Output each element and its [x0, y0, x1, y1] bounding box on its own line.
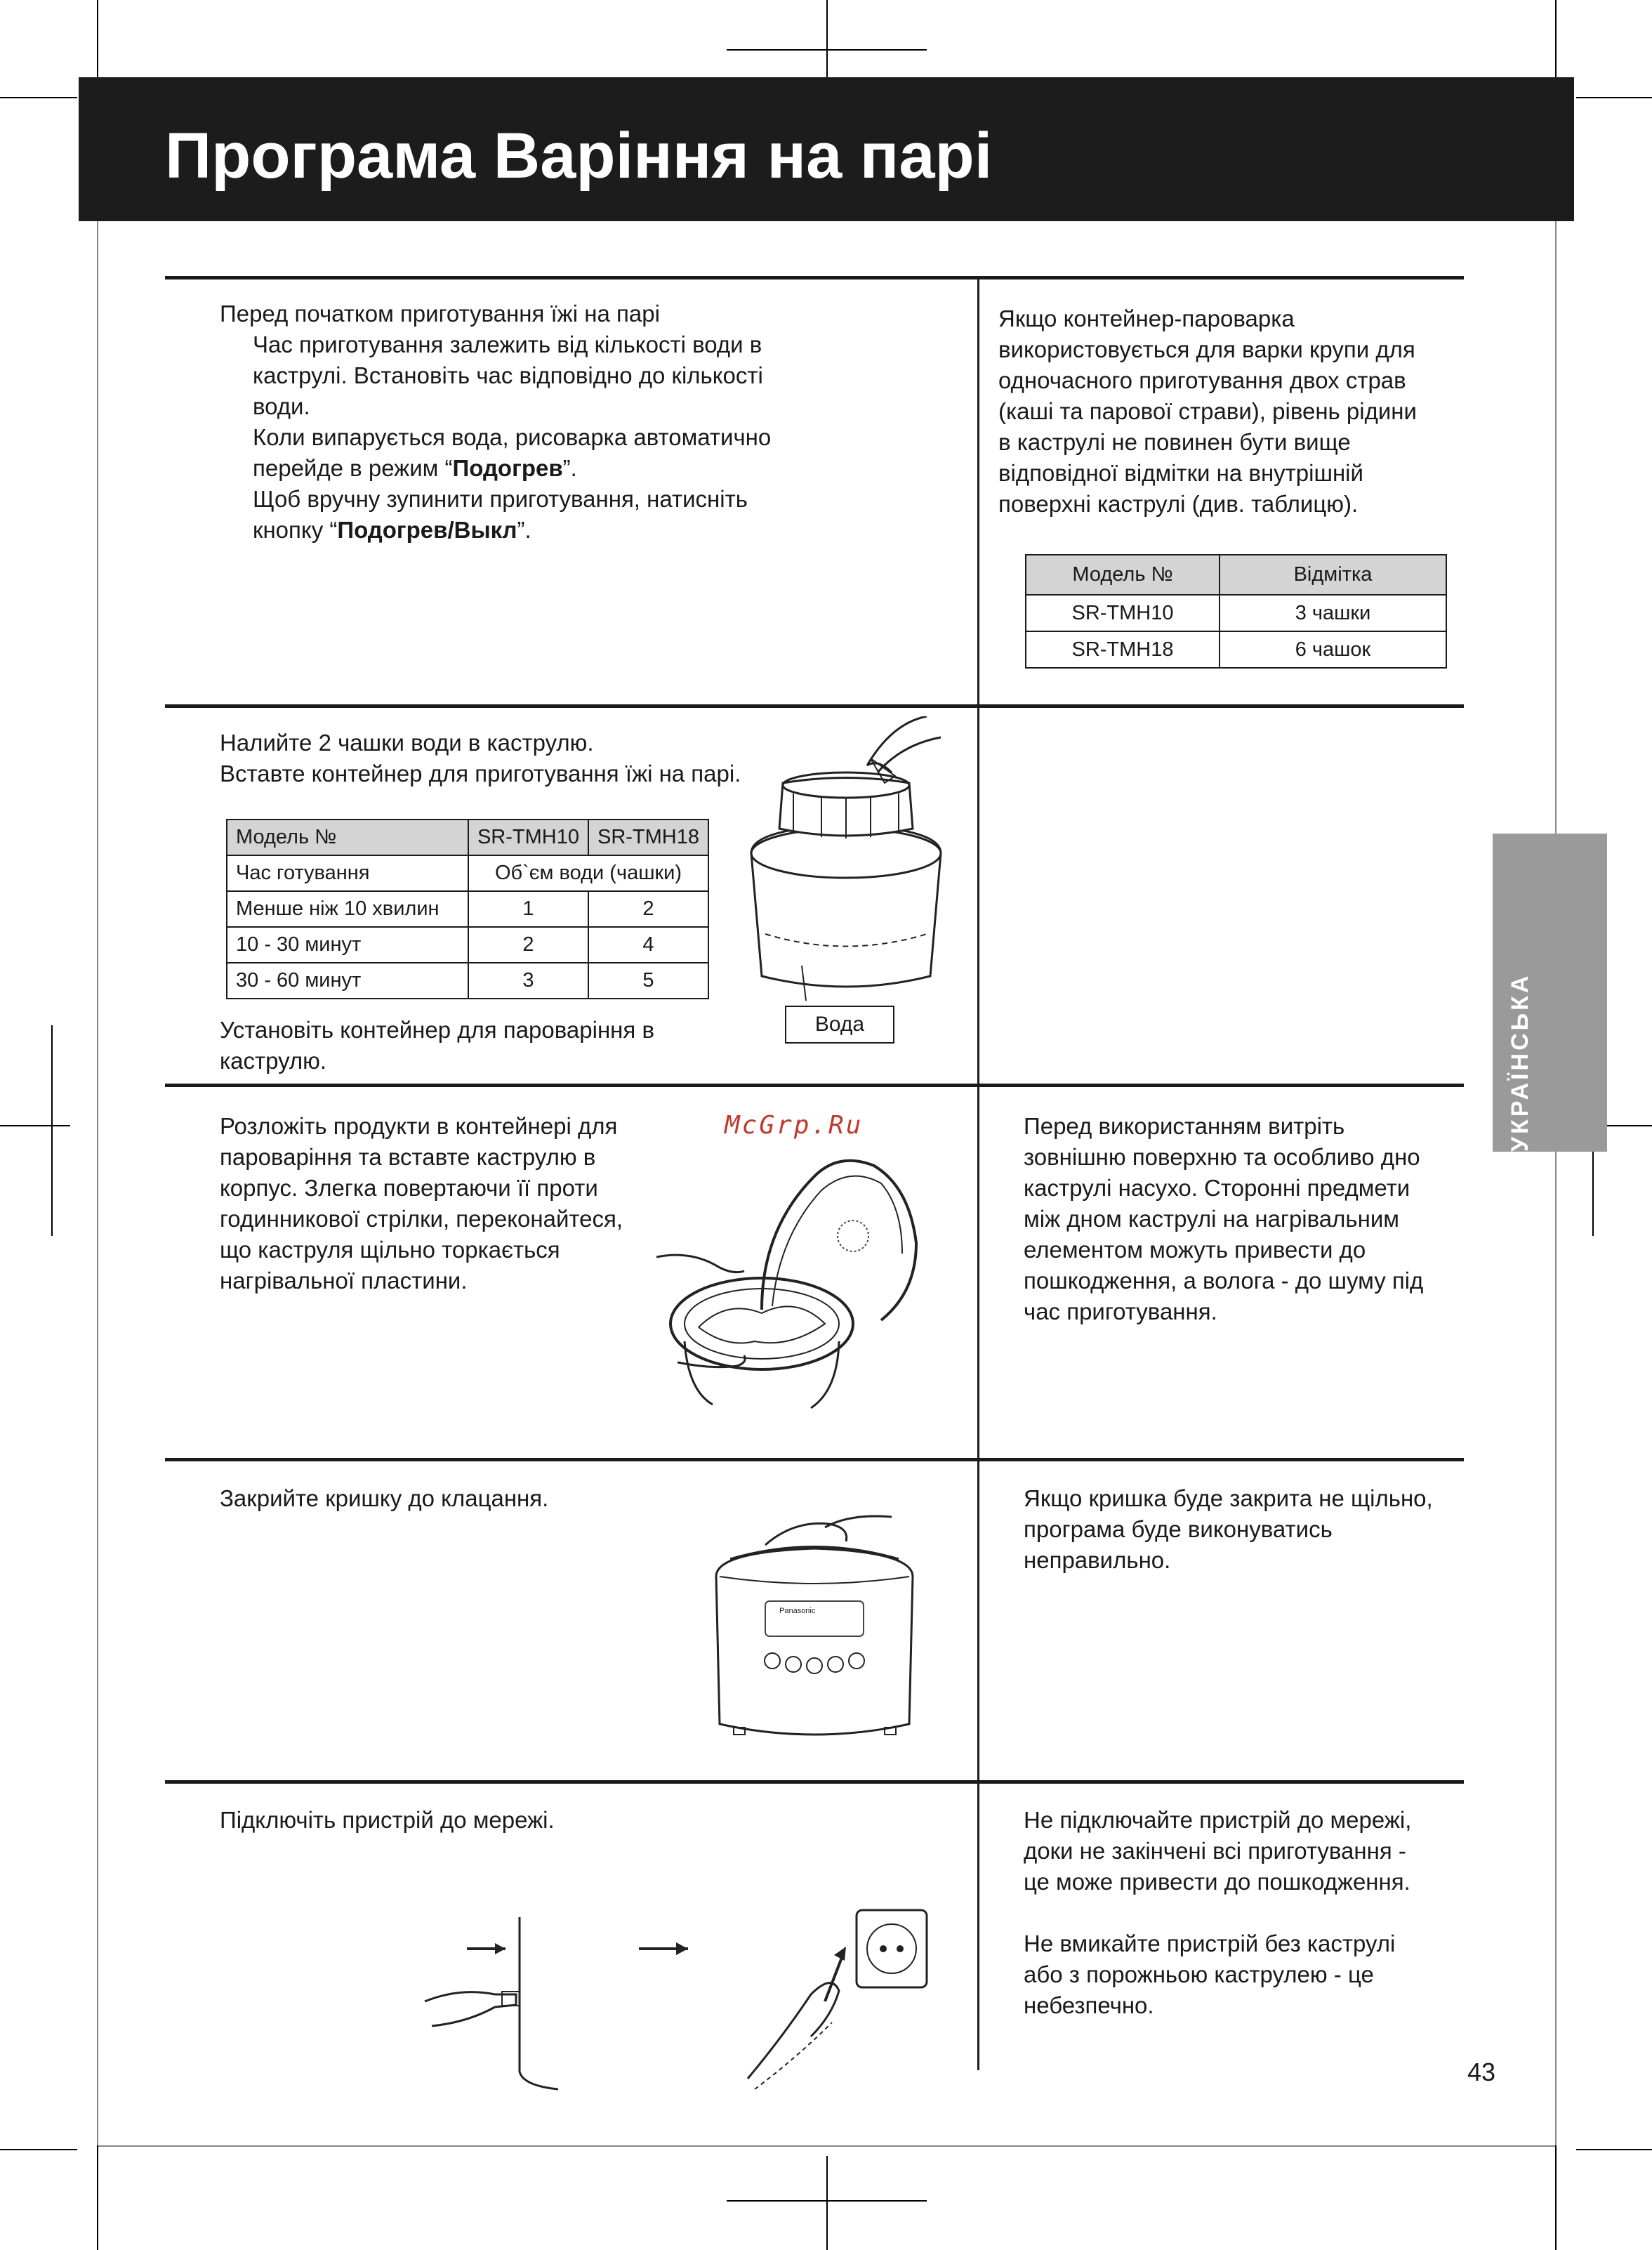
- section1-note: Якщо контейнер-пароварка: [998, 305, 1295, 331]
- section3-note: пошкодження, а волога - до шуму під: [1024, 1268, 1424, 1294]
- section1-note: поверхні каструлі (див. таблицю).: [998, 491, 1359, 517]
- section4-note: неправильно.: [1024, 1547, 1171, 1573]
- table-header: SR-TMH18: [588, 820, 708, 855]
- crop-mark: [0, 1125, 70, 1126]
- section3-note: час приготування.: [1024, 1298, 1217, 1324]
- crop-mark: [51, 1025, 53, 1236]
- section5-note: Не підключайте пристрій до мережі,: [1024, 1807, 1412, 1833]
- column-divider: [977, 279, 979, 2070]
- crop-mark: [0, 2149, 77, 2150]
- crop-mark: [1576, 2149, 1652, 2150]
- table-header: Відмітка: [1220, 555, 1446, 595]
- section5-note: доки не закінчені всі приготування -: [1024, 1838, 1406, 1864]
- water-mark-table: [1025, 554, 1447, 669]
- crop-mark: [1555, 2145, 1557, 2250]
- table-cell: 10 - 30 минут: [227, 927, 468, 963]
- table-cell: SR-TMH10: [1026, 595, 1220, 631]
- page-number: 43: [1467, 2058, 1496, 2086]
- table-header: SR-TMH10: [468, 820, 588, 855]
- section5-note: Не вмикайте пристрій без каструлі: [1024, 1930, 1396, 1956]
- section3-note: зовнішню поверхню та особливо дно: [1024, 1144, 1420, 1170]
- crop-mark: [727, 49, 927, 51]
- section-divider: [165, 276, 1464, 279]
- section3-note: між дном каструлі на нагрівальним: [1024, 1206, 1399, 1232]
- section1-note: в каструлі не повинен бути вище: [998, 429, 1351, 455]
- table-header: Модель №: [227, 820, 468, 855]
- section1-note: (каші та парової страви), рівень рідини: [998, 398, 1417, 424]
- section2-line: Вставте контейнер для приготування їжі на парі.: [220, 761, 741, 787]
- frame-line: [98, 2145, 1555, 2147]
- section1-line: Час приготування залежить від кількості води в: [253, 331, 762, 357]
- section1-note: використовується для варки крупи для: [998, 336, 1415, 362]
- crop-mark: [97, 2145, 98, 2250]
- section3-line: корпус. Злегка повертаючи її проти: [220, 1175, 598, 1201]
- table-cell: 5: [588, 963, 708, 999]
- cooking-time-table: [226, 819, 709, 999]
- section1-line: перейде в режим “Подогрев”.: [253, 455, 577, 481]
- section1-line: кнопку “Подогрев/Выкл”.: [253, 517, 531, 543]
- section3-line: що каструля щільно торкається: [220, 1237, 560, 1263]
- frame-line: [97, 105, 98, 2145]
- water-label: Вода: [785, 1006, 894, 1044]
- crop-mark: [826, 2156, 828, 2250]
- table-cell: 1: [468, 891, 588, 927]
- table-cell: 3: [468, 963, 588, 999]
- insert-pot-illustration: [656, 1138, 951, 1419]
- section2-line: Налийте 2 чашки води в каструлю.: [220, 730, 594, 756]
- section3-line: Розложіть продукти в контейнері для: [220, 1113, 618, 1139]
- section3-note: елементом можуть привести до: [1024, 1237, 1366, 1263]
- section2-line: Установіть контейнер для пароваріння в: [220, 1017, 654, 1043]
- section1-line: Коли випарується вода, рисоварка автоматично: [253, 424, 772, 450]
- table-header: Модель №: [1026, 555, 1220, 595]
- rice-cooker-illustration: [709, 1513, 920, 1766]
- section3-note: Перед використанням витріть: [1024, 1113, 1345, 1139]
- brand-label: Panasonic: [779, 1607, 816, 1615]
- section-divider: [165, 1458, 1464, 1461]
- language-tab-label: УКРАЇНСЬКА: [1507, 973, 1533, 1152]
- table-cell: Об`єм води (чашки): [468, 855, 708, 891]
- table-cell: 4: [588, 927, 708, 963]
- table-cell: 3 чашки: [1220, 595, 1446, 631]
- section4-note: програма буде виконуватись: [1024, 1516, 1333, 1542]
- table-cell: 30 - 60 минут: [227, 963, 468, 999]
- table-cell: 2: [588, 891, 708, 927]
- watermark: McGrp.Ru: [725, 1111, 864, 1140]
- section3-line: годинникової стрілки, переконайтеся,: [220, 1206, 623, 1232]
- crop-mark: [0, 97, 77, 98]
- table-cell: 2: [468, 927, 588, 963]
- table-cell: SR-TMH18: [1026, 631, 1220, 668]
- table-cell: 6 чашок: [1220, 631, 1446, 668]
- section-divider: [165, 1084, 1464, 1087]
- crop-mark: [727, 2200, 927, 2202]
- section-divider: [165, 704, 1464, 708]
- section2-line: каструлю.: [220, 1048, 327, 1074]
- table-cell: Менше ніж 10 хвилин: [227, 891, 468, 927]
- section-divider: [165, 1780, 1464, 1784]
- page-title: Програма Варіння на парі: [165, 120, 993, 192]
- section1-line: Щоб вручну зупинити приготування, натисніть: [253, 486, 748, 512]
- crop-mark: [1576, 97, 1652, 98]
- section4-line: Закрийте кришку до клацання.: [220, 1485, 549, 1511]
- section1-line: води.: [253, 393, 310, 419]
- section1-note: відповідної відмітки на внутрішній: [998, 460, 1363, 486]
- section5-line: Підключіть пристрій до мережі.: [220, 1807, 555, 1833]
- section3-line: нагрівальної пластини.: [220, 1268, 468, 1294]
- section5-note: це може привести до пошкодження.: [1024, 1869, 1410, 1895]
- plug-in-illustration: [418, 1896, 937, 2100]
- section4-note: Якщо кришка буде закрита не щільно,: [1024, 1485, 1433, 1511]
- section5-note: небезпечно.: [1024, 1992, 1154, 2018]
- section3-line: пароваріння та вставте каструлю в: [220, 1144, 596, 1170]
- table-cell: Час готування: [227, 855, 468, 891]
- section1-note: одночасного приготування двох страв: [998, 367, 1406, 393]
- section5-note: або з порожньою каструлею - це: [1024, 1961, 1374, 1987]
- section3-note: каструлі насухо. Сторонні предмети: [1024, 1175, 1410, 1201]
- section1-line: каструлі. Встановіть час відповідно до кількості: [253, 362, 763, 388]
- steam-basket-illustration: [730, 716, 962, 1011]
- section1-heading: Перед початком приготування їжі на парі: [220, 301, 660, 327]
